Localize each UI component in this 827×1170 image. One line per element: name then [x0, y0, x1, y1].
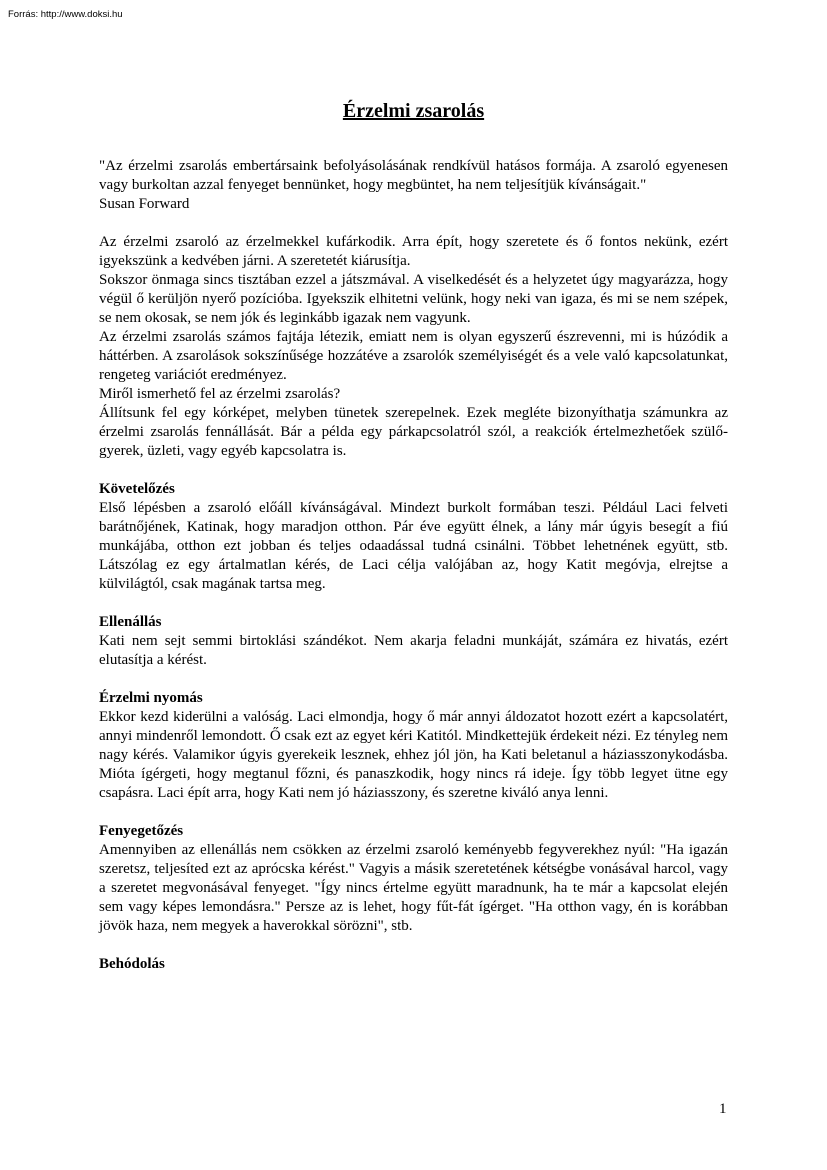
source-line: Forrás: http://www.doksi.hu: [8, 9, 123, 20]
quote-author: Susan Forward: [99, 196, 190, 212]
section-heading: Követelőzés: [99, 481, 175, 497]
intro-paragraph: Állítsunk fel egy kórképet, melyben tünetek szerepelnek. Ezek megléte bizonyíthatja számunkra az érzelmi zsarolás fennállását. Bár a példa egy párkapcsolatról szól, a reakciók értelmezhetőek szülő-gyerek, üzleti, vagy egyéb kapcsolatra is.: [99, 405, 728, 459]
section-heading: Fenyegetőzés: [99, 823, 184, 839]
section-text: Ekkor kezd kiderülni a valóság. Laci elmondja, hogy ő már annyi áldozatot hozott ezért a kapcsolatért, annyi mindenről lemondott. Ő csak ezt az egyet kéri Katitól. Mindkettejük érdekeit nézi. Ez tényleg nem nagy kérés. Valamikor úgyis gyerekeik lesznek, ehhez jól jön, ha Kati beletanul a háziasszonykodásba. Mióta ígérgeti, hogy megtanul főzni, és panaszkodik, hogy nincs rá ideje. Így több legyet ütne egy csapásra. Laci épít arra, hogy Kati nem jó háziasszony, és szeretne kiváló anya lenni.: [99, 709, 728, 801]
page-number: 1: [719, 1101, 727, 1117]
section-heading: Érzelmi nyomás: [99, 690, 203, 706]
section-text: Amennyiben az ellenállás nem csökken az érzelmi zsaroló keményebb fegyverekhez nyúl: "Ha igazán szeretsz, teljesíted ezt az aprócska kérést." Vagyis a másik szeretetének kétségbe vonásával harcol, vagy a szeretet megvonásával fenyeget. "Így nincs értelme együtt maradnunk, ha te már a kapcsolat elején sem vagy képes lemondásra." Persze az is lehet, hogy fűt-fát ígérget. "Ha otthon vagy, én is korábban jövök haza, nem megyek a haverokkal sörözni", stb.: [99, 842, 728, 934]
intro-paragraph: Az érzelmi zsaroló az érzelmekkel kufárkodik. Arra épít, hogy szeretete és ő fontos nekünk, ezért igyekszünk a kedvében járni. A szeretetét kiárusítja.: [99, 234, 728, 269]
page-title: Érzelmi zsarolás: [342, 100, 485, 122]
intro-paragraph: Sokszor önmaga sincs tisztában ezzel a játszmával. A viselkedését és a helyzetet úgy magyarázza, hogy végül ő kerüljön nyerő pozícióba. Igyekszik elhitetni velünk, hogy neki van igaza, és mi se nem szépek, se nem okosak, se nem jók és leginkább igazak nem vagyunk.: [99, 272, 728, 326]
intro-paragraph: Az érzelmi zsarolás számos fajtája létezik, emiatt nem is olyan egyszerű észrevenni, mi is húzódik a háttérben. A zsarolások sokszínűsége hozzátéve a zsarolók személyiségét és a vele való kapcsolatunkat, rengeteg variációt eredményez.: [99, 329, 728, 383]
intro-question: Miről ismerhető fel az érzelmi zsarolás?: [99, 386, 341, 402]
section-text: Kati nem sejt semmi birtoklási szándékot. Nem akarja feladni munkáját, számára ez hivatás, ezért elutasítja a kérést.: [99, 633, 728, 668]
section-heading: Behódolás: [99, 956, 165, 972]
section-text: Első lépésben a zsaroló előáll kívánságával. Mindezt burkolt formában teszi. Például Laci felveti barátnőjének, Katinak, hogy maradjon otthon. Pár éve együtt élnek, a lány már úgyis besegít a fiú munkájába, otthon ezt jobban és teljes odaadással tudná csinálni. Többet lehetnének együtt, stb. Látszólag ez egy ártalmatlan kérés, de Laci célja valójában az, hogy Katit megóvja, elrejtse a külvilágtól, csak magának tartsa meg.: [99, 500, 728, 592]
section-heading: Ellenállás: [99, 614, 162, 630]
quote-text: "Az érzelmi zsarolás embertársaink befolyásolásának rendkívül hatásos formája. A zsaroló egyenesen vagy burkoltan azzal fenyeget bennünket, hogy megbüntet, ha nem teljesítjük kívánságait.": [99, 158, 728, 193]
document-body: [99, 157, 728, 974]
